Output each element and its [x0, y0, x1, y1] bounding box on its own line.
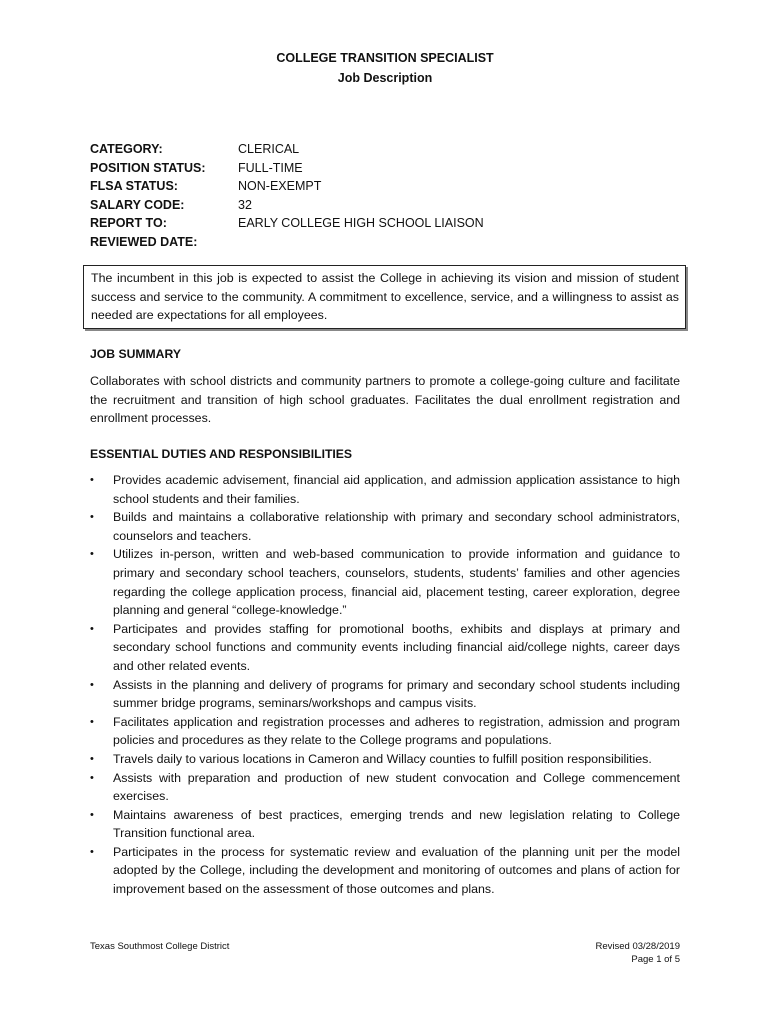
detail-row-salary-code	[90, 196, 484, 215]
duty-text: Maintains awareness of best practices, emerging trends and new legislation relating to College Transition functional area.	[113, 807, 680, 841]
detail-row-report-to	[90, 214, 484, 233]
detail-label: REVIEWED DATE:	[90, 234, 198, 249]
bullet-icon: •	[90, 511, 94, 524]
bullet-icon: •	[90, 808, 94, 821]
job-summary-heading: JOB SUMMARY	[90, 347, 181, 361]
list-item	[90, 545, 680, 619]
detail-label: CATEGORY:	[90, 142, 163, 156]
job-summary-text: Collaborates with school districts and community partners to promote a college-going culture and facilitate the recruitment and transition of high school graduates. Facilitates the dual enrollment registration and enrollment processes.	[90, 374, 680, 425]
document-subtitle: Job Description	[337, 71, 433, 85]
detail-value: FULL-TIME	[238, 160, 303, 175]
list-item	[90, 806, 680, 843]
detail-row-reviewed-date	[90, 233, 484, 252]
bullet-icon: •	[90, 474, 94, 486]
bullet-icon: •	[90, 548, 94, 561]
list-item	[90, 713, 680, 750]
list-item	[90, 750, 680, 769]
detail-row-category	[90, 140, 484, 159]
duty-text: Participates in the process for systematic review and evaluation of the planning unit per the model adopted by the College, including the development and monitoring of outcomes and plans of action for improvement based on the assessment of those outcomes and plans.	[113, 844, 680, 897]
bullet-icon: •	[90, 752, 94, 765]
page-number: Page 1 of 5	[631, 954, 680, 965]
bullet-icon: •	[90, 622, 94, 635]
duty-text: Participates and provides staffing for promotional booths, exhibits and displays at primary and secondary school functions and community events including financial aid/college nights, career days and other related events.	[113, 621, 680, 673]
position-details	[90, 140, 484, 252]
list-item	[90, 620, 680, 676]
list-item	[90, 676, 680, 713]
duty-text: Provides academic advisement, financial aid application, and admission application assistance to high school students and their families.	[113, 473, 680, 506]
detail-value: 32	[238, 197, 252, 212]
detail-label: REPORT TO:	[90, 216, 167, 231]
list-item	[90, 508, 680, 545]
detail-value: NON-EXEMPT	[238, 179, 322, 194]
detail-label: POSITION STATUS:	[90, 160, 206, 175]
title-block	[0, 48, 770, 88]
expectations-notice-box: The incumbent in this job is expected to assist the College in achieving its vision and mission of student success and service to the community. A commitment to excellence, service, and a willingness to assist as needed are expectations for all employees.	[83, 265, 686, 329]
duty-text: Assists in the planning and delivery of programs for primary and secondary school students including summer bridge programs, seminars/workshops and campus visits.	[113, 677, 680, 711]
duties-list	[90, 471, 680, 899]
detail-label: SALARY CODE:	[90, 197, 185, 212]
detail-value: CLERICAL	[238, 142, 300, 156]
duty-text: Travels daily to various locations in Cameron and Willacy counties to fulfill position responsibilities.	[113, 751, 652, 766]
list-item	[90, 843, 680, 899]
bullet-icon: •	[90, 771, 94, 784]
bullet-icon: •	[90, 678, 94, 691]
detail-row-position-status	[90, 159, 484, 178]
list-item	[90, 769, 680, 806]
footer-right	[595, 940, 680, 966]
footer-organization: Texas Southmost College District	[90, 941, 230, 952]
document-title: COLLEGE TRANSITION SPECIALIST	[276, 51, 494, 65]
duty-text: Builds and maintains a collaborative relationship with primary and secondary school administrators, counselors and teachers.	[113, 510, 680, 543]
detail-row-flsa-status	[90, 177, 484, 196]
list-item	[90, 471, 680, 508]
bullet-icon: •	[90, 845, 94, 858]
bullet-icon: •	[90, 715, 94, 728]
duty-text: Assists with preparation and production of new student convocation and College commencement exercises.	[113, 770, 680, 804]
detail-label: FLSA STATUS:	[90, 179, 178, 194]
duties-heading: ESSENTIAL DUTIES AND RESPONSIBILITIES	[90, 447, 353, 461]
revision-date: Revised 03/28/2019	[595, 941, 680, 952]
detail-value: EARLY COLLEGE HIGH SCHOOL LIAISON	[238, 216, 484, 231]
duty-text: Facilitates application and registration processes and adheres to registration, admission and program policies and procedures as they relate to the College programs and populations.	[113, 714, 680, 748]
duty-text: Utilizes in-person, written and web-based communication to provide information and guidance to primary and secondary school teachers, counselors, students, students’ families and other agencies regarding the college application process, financial aid, placement testing, career exploration, degree planning and general “college-knowledge.”	[113, 547, 680, 618]
